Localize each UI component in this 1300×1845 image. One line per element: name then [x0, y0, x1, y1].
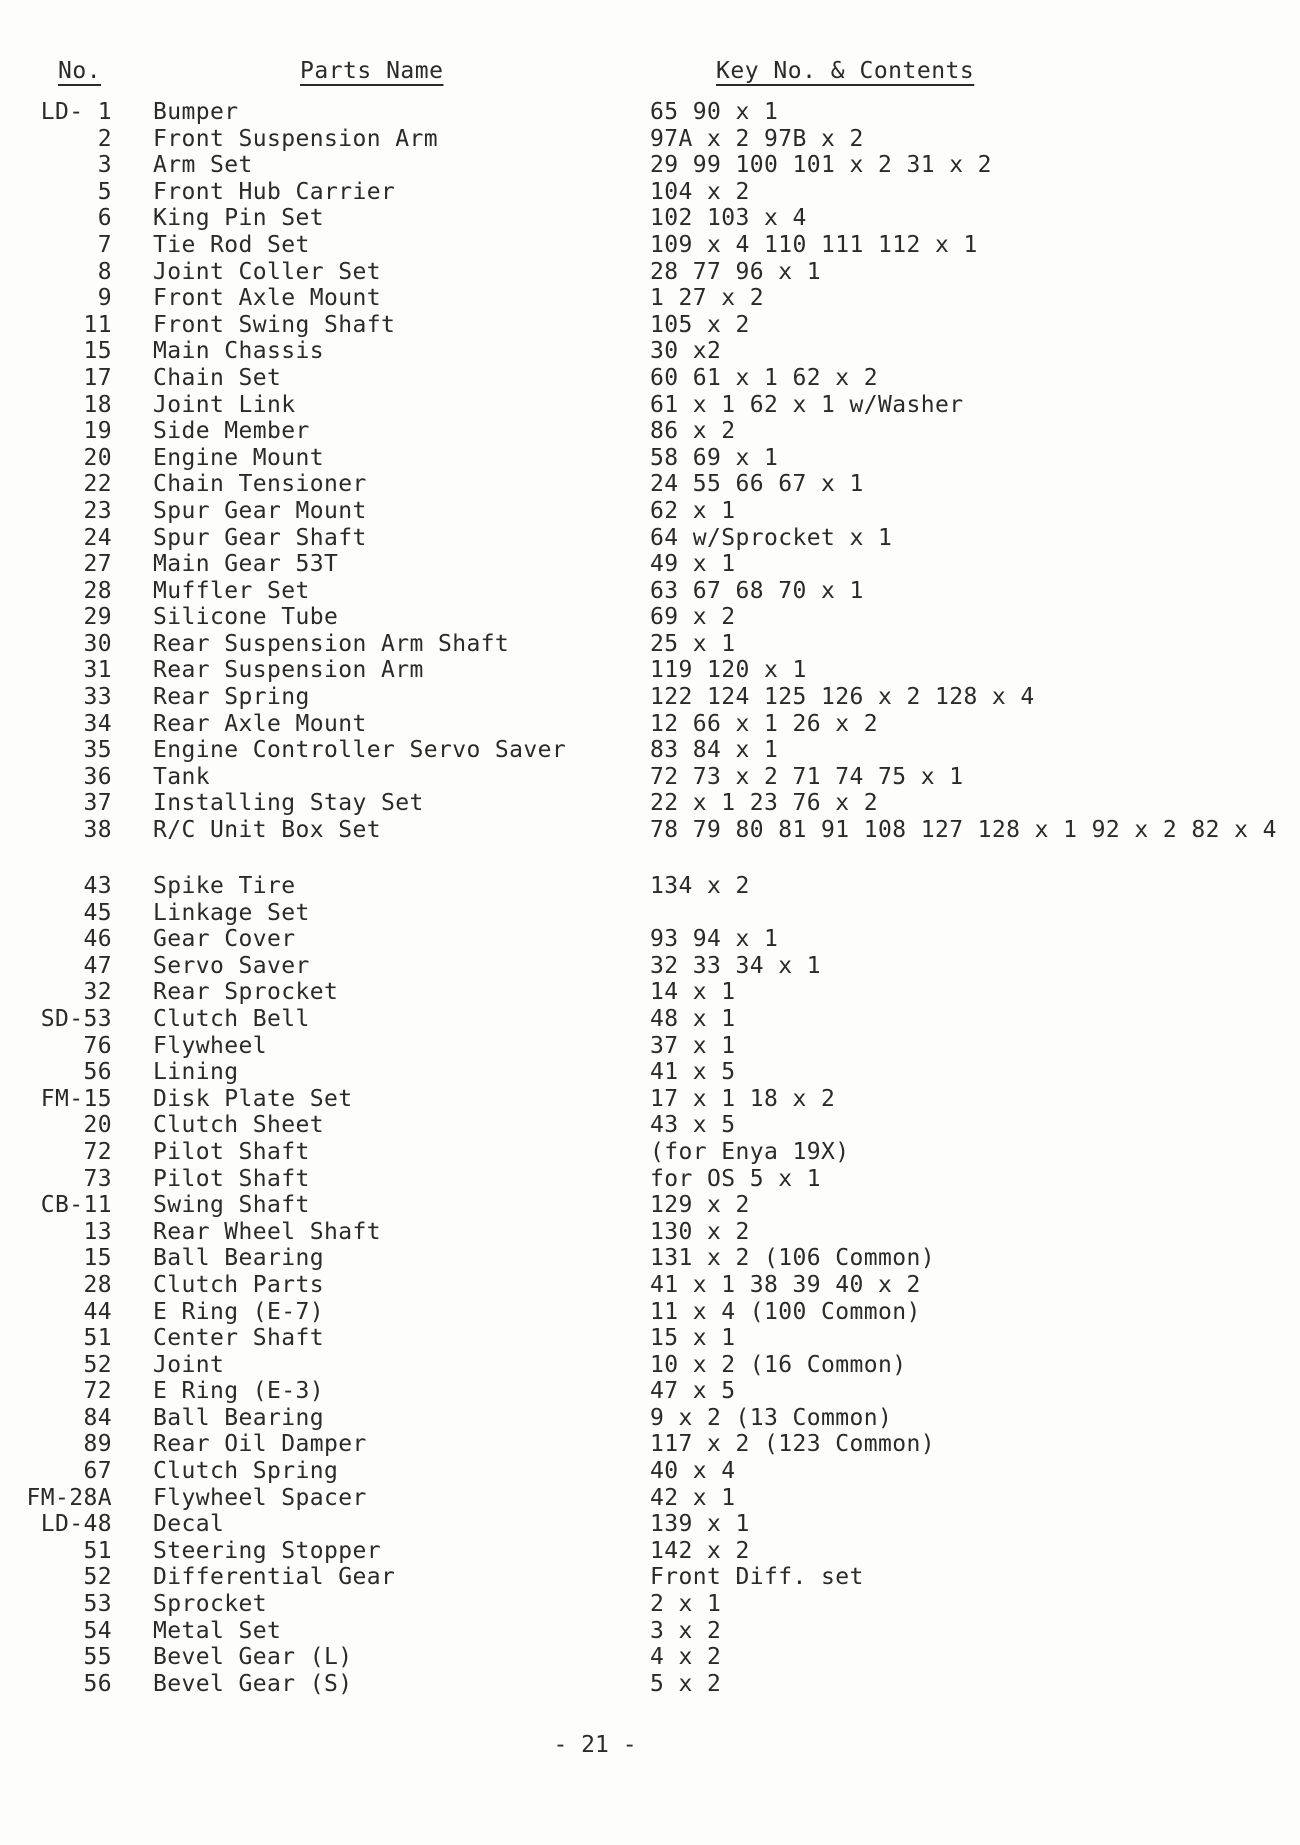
table-row — [0, 1166, 1300, 1193]
table-row — [0, 551, 1300, 578]
table-row — [0, 790, 1300, 817]
part-no: 32 — [83, 979, 112, 1006]
table-row — [0, 1139, 1300, 1166]
part-key: 93 94 x 1 — [650, 926, 779, 953]
table-row — [0, 99, 1300, 126]
part-name: Side Member — [153, 418, 310, 445]
part-no: 29 — [83, 604, 112, 631]
part-no: 55 — [83, 1644, 112, 1671]
table-row — [0, 285, 1300, 312]
table-row — [0, 1378, 1300, 1405]
part-name: Clutch Sheet — [153, 1112, 324, 1139]
table-row — [0, 1644, 1300, 1671]
part-no: 38 — [83, 817, 112, 844]
table-row — [0, 126, 1300, 153]
part-name: Bevel Gear (L) — [153, 1644, 353, 1671]
part-name: Rear Suspension Arm — [153, 657, 424, 684]
part-name: Lining — [153, 1059, 239, 1086]
part-no: 34 — [83, 710, 112, 737]
part-no: 56 — [83, 1670, 112, 1697]
part-key: 10 x 2 (16 Common) — [650, 1351, 907, 1378]
part-name: Differential Gear — [153, 1564, 396, 1591]
part-key: 72 73 x 2 71 74 75 x 1 — [650, 763, 964, 790]
table-row — [0, 1006, 1300, 1033]
part-name: Rear Suspension Arm Shaft — [153, 630, 510, 657]
part-key: 119 120 x 1 — [650, 657, 807, 684]
part-no: 30 — [83, 630, 112, 657]
table-row — [0, 525, 1300, 552]
part-name: Clutch Bell — [153, 1005, 310, 1032]
table-row — [0, 312, 1300, 339]
table-row — [0, 1405, 1300, 1432]
part-key: 130 x 2 — [650, 1218, 750, 1245]
part-key: 41 x 1 38 39 40 x 2 — [650, 1271, 921, 1298]
part-name: Flywheel — [153, 1032, 267, 1059]
part-no: 46 — [83, 926, 112, 953]
part-name: Decal — [153, 1511, 225, 1538]
part-no: 20 — [83, 1112, 112, 1139]
header-key-contents: Key No. & Contents — [716, 58, 975, 84]
table-row — [0, 1112, 1300, 1139]
part-no: 47 — [83, 952, 112, 979]
table-row — [0, 152, 1300, 179]
parts-table-section-2 — [0, 873, 1300, 1697]
part-no: 22 — [83, 471, 112, 498]
table-row — [0, 1511, 1300, 1538]
table-row — [0, 604, 1300, 631]
part-key: 15 x 1 — [650, 1325, 736, 1352]
part-no: 84 — [83, 1404, 112, 1431]
part-name: Rear Wheel Shaft — [153, 1218, 381, 1245]
part-key: 28 77 96 x 1 — [650, 258, 821, 285]
part-name: Bevel Gear (S) — [153, 1670, 353, 1697]
part-key: 86 x 2 — [650, 418, 736, 445]
part-key: (for Enya 19X) — [650, 1138, 850, 1165]
part-key: 2 x 1 — [650, 1591, 722, 1618]
part-no: FM-15 — [40, 1085, 112, 1112]
part-key: 25 x 1 — [650, 630, 736, 657]
part-key: 63 67 68 70 x 1 — [650, 577, 864, 604]
part-no: 17 — [83, 364, 112, 391]
part-no: 6 — [97, 205, 112, 232]
part-no: 72 — [83, 1378, 112, 1405]
table-row — [0, 1485, 1300, 1512]
part-name: Clutch Spring — [153, 1458, 339, 1485]
part-name: Chain Tensioner — [153, 471, 367, 498]
table-row — [0, 232, 1300, 259]
part-key: 129 x 2 — [650, 1192, 750, 1219]
part-key: 17 x 1 18 x 2 — [650, 1085, 836, 1112]
part-no: 3 — [97, 152, 112, 179]
part-key: 102 103 x 4 — [650, 205, 807, 232]
part-no: 2 — [97, 125, 112, 152]
part-no: 28 — [83, 1271, 112, 1298]
table-row — [0, 684, 1300, 711]
part-name: Spike Tire — [153, 873, 296, 899]
page-number: - 21 - — [553, 1732, 637, 1758]
part-no: 36 — [83, 763, 112, 790]
part-name: Ball Bearing — [153, 1245, 324, 1272]
part-key: 4 x 2 — [650, 1644, 722, 1671]
part-name: Ball Bearing — [153, 1404, 324, 1431]
part-key: 9 x 2 (13 Common) — [650, 1404, 893, 1431]
table-row — [0, 1219, 1300, 1246]
part-no: 28 — [83, 577, 112, 604]
table-row — [0, 1325, 1300, 1352]
part-key: 42 x 1 — [650, 1484, 736, 1511]
part-name: Pilot Shaft — [153, 1165, 310, 1192]
part-key: 1 27 x 2 — [650, 285, 764, 312]
part-no: 43 — [83, 873, 112, 899]
part-key: 109 x 4 110 111 112 x 1 — [650, 231, 978, 258]
part-key: 40 x 4 — [650, 1458, 736, 1485]
part-name: Tie Rod Set — [153, 231, 310, 258]
part-no: 54 — [83, 1617, 112, 1644]
part-no: 31 — [83, 657, 112, 684]
part-key: 61 x 1 62 x 1 w/Washer — [650, 391, 964, 418]
part-no: 76 — [83, 1032, 112, 1059]
part-no: 24 — [83, 524, 112, 551]
table-row — [0, 817, 1300, 844]
part-key: 65 90 x 1 — [650, 99, 779, 125]
part-key: 37 x 1 — [650, 1032, 736, 1059]
table-row — [0, 1192, 1300, 1219]
part-name: Chain Set — [153, 364, 282, 391]
part-no: 67 — [83, 1458, 112, 1485]
table-row — [0, 498, 1300, 525]
table-row — [0, 1059, 1300, 1086]
table-row — [0, 1272, 1300, 1299]
part-key: 62 x 1 — [650, 497, 736, 524]
table-row — [0, 1033, 1300, 1060]
part-name: Main Chassis — [153, 338, 324, 365]
part-key: 24 55 66 67 x 1 — [650, 471, 864, 498]
part-name: Spur Gear Mount — [153, 497, 367, 524]
part-name: Center Shaft — [153, 1325, 324, 1352]
part-key: 104 x 2 — [650, 178, 750, 205]
part-key: 83 84 x 1 — [650, 737, 779, 764]
part-name: Joint — [153, 1351, 225, 1378]
part-no: FM-28A — [26, 1484, 112, 1511]
part-no: LD- 1 — [40, 99, 112, 125]
part-no: 20 — [83, 444, 112, 471]
part-name: R/C Unit Box Set — [153, 817, 381, 844]
part-no: 18 — [83, 391, 112, 418]
part-no: 13 — [83, 1218, 112, 1245]
part-no: 52 — [83, 1351, 112, 1378]
table-row — [0, 953, 1300, 980]
part-key: 11 x 4 (100 Common) — [650, 1298, 921, 1325]
part-name: Arm Set — [153, 152, 253, 179]
part-no: 51 — [83, 1325, 112, 1352]
part-name: Installing Stay Set — [153, 790, 424, 817]
table-row — [0, 900, 1300, 927]
part-name: Front Swing Shaft — [153, 311, 396, 338]
table-row — [0, 926, 1300, 953]
part-name: King Pin Set — [153, 205, 324, 232]
part-key: for OS 5 x 1 — [650, 1165, 821, 1192]
part-name: E Ring (E-3) — [153, 1378, 324, 1405]
part-name: Metal Set — [153, 1617, 282, 1644]
part-no: CB-11 — [40, 1192, 112, 1219]
part-key: 134 x 2 — [650, 873, 750, 899]
part-name: Tank — [153, 763, 210, 790]
part-no: 72 — [83, 1138, 112, 1165]
table-row — [0, 1245, 1300, 1272]
table-row — [0, 657, 1300, 684]
part-no: 15 — [83, 338, 112, 365]
part-key: 47 x 5 — [650, 1378, 736, 1405]
part-name: Engine Mount — [153, 444, 324, 471]
part-name: Silicone Tube — [153, 604, 339, 631]
part-no: 15 — [83, 1245, 112, 1272]
part-no: 23 — [83, 497, 112, 524]
table-row — [0, 445, 1300, 472]
table-row — [0, 737, 1300, 764]
table-row — [0, 1299, 1300, 1326]
table-row — [0, 764, 1300, 791]
part-name: Disk Plate Set — [153, 1085, 353, 1112]
part-name: Clutch Parts — [153, 1271, 324, 1298]
part-no: 45 — [83, 899, 112, 926]
part-no: 35 — [83, 737, 112, 764]
part-no: LD-48 — [40, 1511, 112, 1538]
part-no: 89 — [83, 1431, 112, 1458]
part-key: 58 69 x 1 — [650, 444, 779, 471]
part-key: 30 x2 — [650, 338, 722, 365]
part-key: 139 x 1 — [650, 1511, 750, 1538]
part-name: Rear Axle Mount — [153, 710, 367, 737]
part-key: 14 x 1 — [650, 979, 736, 1006]
part-name: Joint Coller Set — [153, 258, 381, 285]
table-row — [0, 1352, 1300, 1379]
part-key: 5 x 2 — [650, 1670, 722, 1697]
part-name: Front Suspension Arm — [153, 125, 438, 152]
table-row — [0, 471, 1300, 498]
part-name: Pilot Shaft — [153, 1138, 310, 1165]
part-key: 22 x 1 23 76 x 2 — [650, 790, 878, 817]
part-name: Swing Shaft — [153, 1192, 310, 1219]
table-row — [0, 392, 1300, 419]
part-no: 7 — [97, 231, 112, 258]
part-name: Spur Gear Shaft — [153, 524, 367, 551]
part-name: Sprocket — [153, 1591, 267, 1618]
part-key: 142 x 2 — [650, 1537, 750, 1564]
part-no: SD-53 — [40, 1005, 112, 1032]
part-key: 29 99 100 101 x 2 31 x 2 — [650, 152, 992, 179]
table-row — [0, 1564, 1300, 1591]
part-name: Joint Link — [153, 391, 296, 418]
table-row — [0, 179, 1300, 206]
part-no: 8 — [97, 258, 112, 285]
part-key: 64 w/Sprocket x 1 — [650, 524, 893, 551]
part-name: Front Hub Carrier — [153, 178, 396, 205]
part-no: 19 — [83, 418, 112, 445]
part-no: 52 — [83, 1564, 112, 1591]
part-key: 69 x 2 — [650, 604, 736, 631]
table-row — [0, 1538, 1300, 1565]
part-no: 5 — [97, 178, 112, 205]
part-name: Bumper — [153, 99, 239, 125]
part-no: 56 — [83, 1059, 112, 1086]
part-name: Gear Cover — [153, 926, 296, 953]
table-row — [0, 1671, 1300, 1698]
table-row — [0, 1431, 1300, 1458]
part-name: Flywheel Spacer — [153, 1484, 367, 1511]
table-row — [0, 631, 1300, 658]
part-key: 105 x 2 — [650, 311, 750, 338]
part-name: Servo Saver — [153, 952, 310, 979]
part-no: 37 — [83, 790, 112, 817]
part-key: 41 x 5 — [650, 1059, 736, 1086]
part-name: Main Gear 53T — [153, 551, 339, 578]
table-row — [0, 338, 1300, 365]
part-no: 53 — [83, 1591, 112, 1618]
table-row — [0, 418, 1300, 445]
part-no: 9 — [97, 285, 112, 312]
part-key: 49 x 1 — [650, 551, 736, 578]
table-row — [0, 1458, 1300, 1485]
table-row — [0, 1086, 1300, 1113]
part-name: Rear Spring — [153, 684, 310, 711]
part-key: 60 61 x 1 62 x 2 — [650, 364, 878, 391]
part-key: 48 x 1 — [650, 1005, 736, 1032]
part-name: Front Axle Mount — [153, 285, 381, 312]
part-name: Rear Sprocket — [153, 979, 339, 1006]
part-name: Muffler Set — [153, 577, 310, 604]
table-row — [0, 873, 1300, 900]
part-key: 78 79 80 81 91 108 127 128 x 1 92 x 2 82 x 4 — [650, 817, 1277, 844]
part-no: 44 — [83, 1298, 112, 1325]
part-key: 43 x 5 — [650, 1112, 736, 1139]
table-row — [0, 711, 1300, 738]
part-key: 122 124 125 126 x 2 128 x 4 — [650, 684, 1035, 711]
table-row — [0, 578, 1300, 605]
part-no: 11 — [83, 311, 112, 338]
part-key: 117 x 2 (123 Common) — [650, 1431, 935, 1458]
header-parts-name: Parts Name — [300, 58, 444, 84]
part-key: 3 x 2 — [650, 1617, 722, 1644]
part-key: 131 x 2 (106 Common) — [650, 1245, 935, 1272]
table-row — [0, 1618, 1300, 1645]
table-row — [0, 979, 1300, 1006]
part-name: Linkage Set — [153, 899, 310, 926]
part-no: 51 — [83, 1537, 112, 1564]
part-key: Front Diff. set — [650, 1564, 864, 1591]
part-no: 27 — [83, 551, 112, 578]
part-name: Steering Stopper — [153, 1537, 381, 1564]
table-row — [0, 205, 1300, 232]
table-row — [0, 1591, 1300, 1618]
part-no: 73 — [83, 1165, 112, 1192]
part-name: Engine Controller Servo Saver — [153, 737, 567, 764]
table-row — [0, 365, 1300, 392]
part-name: E Ring (E-7) — [153, 1298, 324, 1325]
header-no: No. — [58, 58, 102, 84]
parts-table-section-1 — [0, 99, 1300, 844]
part-key: 32 33 34 x 1 — [650, 952, 821, 979]
part-no: 33 — [83, 684, 112, 711]
part-key: 12 66 x 1 26 x 2 — [650, 710, 878, 737]
table-row — [0, 259, 1300, 286]
part-name: Rear Oil Damper — [153, 1431, 367, 1458]
part-key: 97A x 2 97B x 2 — [650, 125, 864, 152]
